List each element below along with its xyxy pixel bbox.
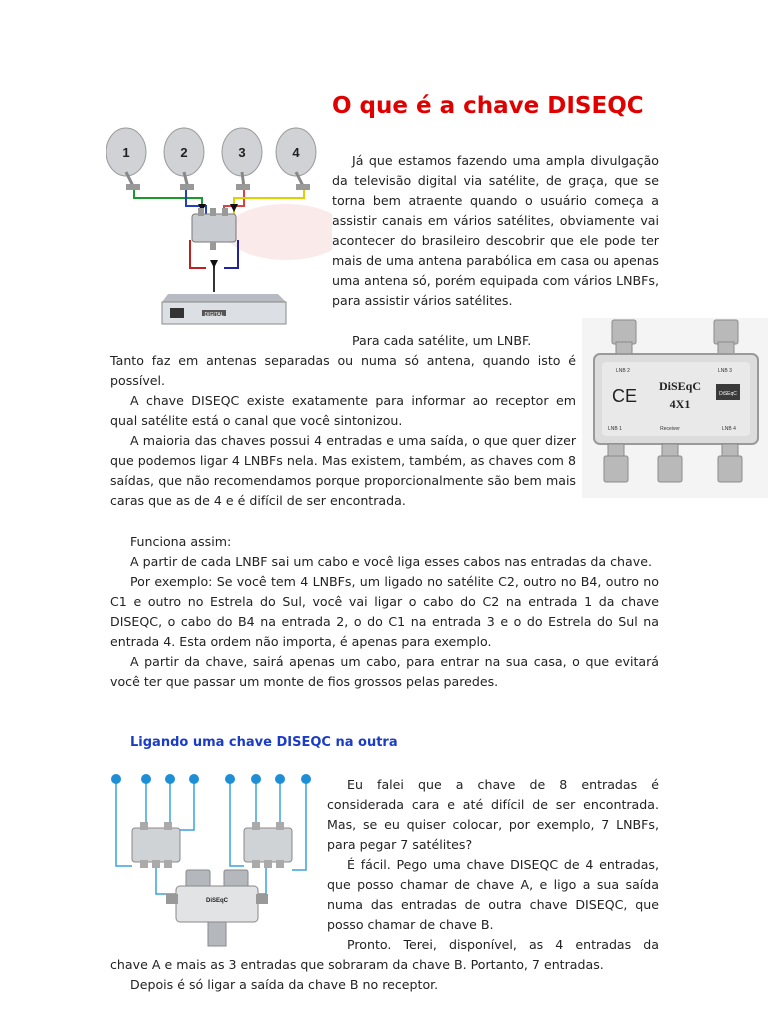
section2-p3-end: chave A e mais as 3 entradas que sobraram da chave B. Portanto, 7 entradas. <box>110 957 604 972</box>
receiver-label: DIGITAL <box>204 312 224 318</box>
port-lnb4: LNB 4 <box>722 426 736 432</box>
body-p6: A partir da chave, sairá apenas um cabo, para entrar na sua casa, o que evitará você ter que passar um monte de fios grossos pelas paredes. <box>110 654 659 689</box>
dish-label-1: 1 <box>122 145 130 160</box>
section2-p1: Eu falei que a chave de 8 entradas é considerada cara e até difícil de ser encontrada. Mas, se eu quiser colocar, por exemplo, 7 LNBFs, para pegar 7 satélites? <box>327 777 659 852</box>
page-title: O que é a chave DISEQC <box>332 93 644 119</box>
combiner <box>166 870 268 946</box>
dish-label-4: 4 <box>292 145 300 160</box>
ce-mark: CE <box>612 386 638 406</box>
port-lnb2: LNB 2 <box>616 368 630 374</box>
switch-b <box>244 822 292 868</box>
model-label: 4X1 <box>669 397 691 411</box>
port-lnb1: LNB 1 <box>608 426 622 432</box>
dishes-diagram <box>106 122 332 330</box>
body-p4: A partir de cada LNBF sai um cabo e você liga esses cabos nas entradas da chave. <box>130 554 652 569</box>
diseqc-switch-photo <box>582 318 768 498</box>
port-receiver: Receiver <box>660 426 680 432</box>
body-p2: A maioria das chaves possui 4 entradas e uma saída, o que quer dizer que podemos ligar 4 LNBFs nela. Mas existem, também, as chaves com 8 saídas, que não recomendamos porque proporcionalmente são bem mais caras que as de 4 e é difícil de ser encontrada. <box>110 433 576 508</box>
intro-p2-start: Para cada satélite, um LNBF. <box>352 333 532 348</box>
section2-p4: Depois é só ligar a saída da chave B no receptor. <box>130 977 439 992</box>
body-p1: A chave DISEQC existe exatamente para informar ao receptor em qual satélite está o canal que você sintonizou. <box>110 393 576 428</box>
switch-a <box>132 822 180 868</box>
combiner-label: DiSEqC <box>205 898 229 904</box>
diseqc-logo: DiSEqC <box>719 391 737 397</box>
body-p5: Por exemplo: Se você tem 4 LNBFs, um ligado no satélite C2, outro no B4, outro no C1 e outro no Estrela do Sul, você vai ligar o cabo do C2 na entrada 1 da chave DISEQC, o cabo do B4 na entrada 2, o do C1 na entrada 3 e o do Estrela do Sul na entrada 4. Esta ordem não importa, é apenas para exemplo. <box>110 574 659 649</box>
section2-p2: É fácil. Pego uma chave DISEQC de 4 entradas, que posso chamar de chave A, e ligo a sua saída numa das entradas de outra chave DISEQC, que posso chamar de chave B. <box>327 857 659 932</box>
body-text-left <box>110 351 576 511</box>
brand-label: DiSEqC <box>658 379 702 393</box>
body-p3: Funciona assim: <box>130 534 232 549</box>
dish-label-3: 3 <box>238 145 246 160</box>
dish-label-2: 2 <box>180 145 188 160</box>
body-text-full <box>110 532 659 692</box>
section2-p3-start: Pronto. Terei, disponível, as 4 entradas da <box>347 937 659 952</box>
section2-text-full <box>110 955 659 995</box>
intro-p2-start-block <box>332 331 576 351</box>
section-subheading: Ligando uma chave DISEQC na outra <box>130 735 398 750</box>
intro-paragraph <box>332 151 659 311</box>
intro-p1: Já que estamos fazendo uma ampla divulgação da televisão digital via satélite, de graça, que se torna bem atraente quando o usuário começa a assistir canais em vários satélites, obviamente vai acontecer do brasileiro descobrir que ele pode ter mais de uma antena parabólica em casa ou apenas uma antena só, porém equipada com vários LNBFs, para assistir vários satélites. <box>332 153 659 308</box>
port-lnb3: LNB 3 <box>718 368 732 374</box>
cascade-diagram <box>106 770 324 954</box>
receiver <box>162 294 286 324</box>
intro-p2-end: Tanto faz em antenas separadas ou numa só antena, quando isto é possível. <box>110 353 576 388</box>
section2-text <box>327 775 659 955</box>
